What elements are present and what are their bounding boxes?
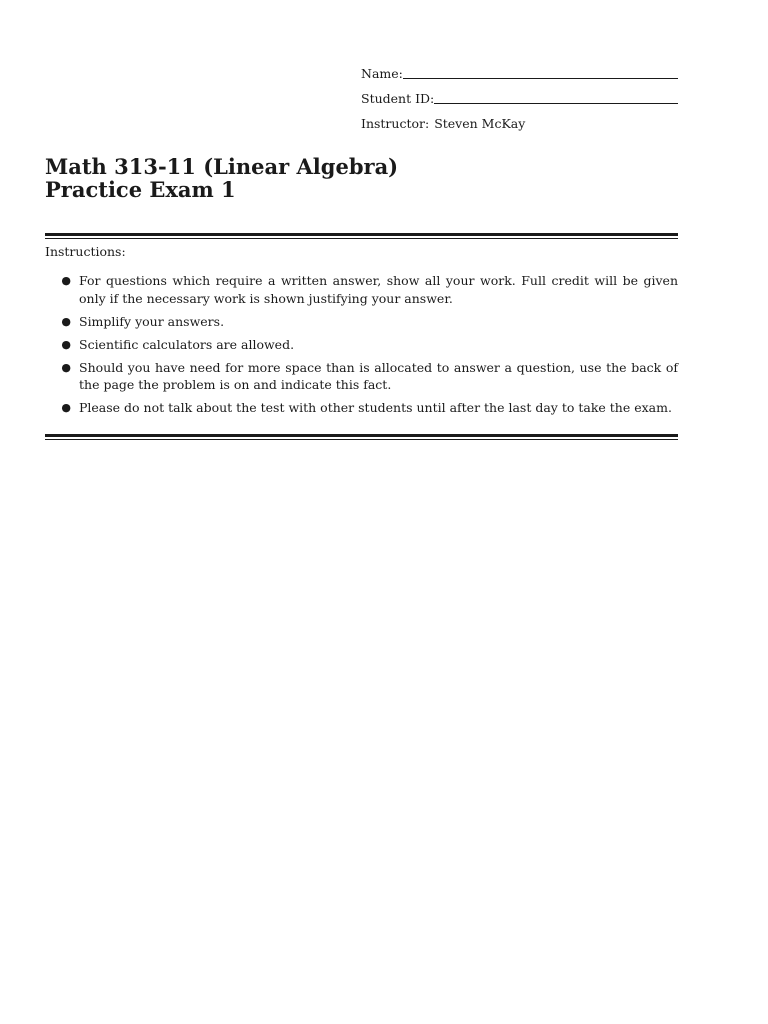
exam-title [45, 155, 398, 201]
instructor-name: Steven McKay [434, 115, 526, 131]
instruction-text: Scientific calculators are allowed. [79, 336, 295, 352]
instructor-row [361, 116, 678, 130]
student-id-row [361, 91, 678, 105]
list-item [45, 399, 678, 417]
student-id-label: Student ID: [361, 90, 435, 106]
top-divider-thick-rule [45, 233, 678, 236]
instructor-label: Instructor: [361, 115, 430, 131]
instruction-text: Simplify your answers. [79, 313, 225, 329]
bottom-divider-thick-rule [45, 434, 678, 437]
list-item [45, 336, 678, 354]
name-blank-line [403, 78, 678, 79]
student-id-blank-line [434, 103, 678, 104]
instruction-text: Should you have need for more space than is allocated to answer a question, use the back of the page the problem is on and indicate this fact. [79, 359, 678, 392]
bottom-divider [45, 434, 678, 440]
top-divider-thin-rule [45, 238, 678, 239]
course-title: Math 313-11 (Linear Algebra) [45, 154, 399, 179]
list-item [45, 359, 678, 394]
top-divider [45, 233, 678, 239]
instruction-text: For questions which require a written answer, show all your work. Full credit will be given only if the necessary work is shown justifying your answer. [79, 273, 678, 306]
list-item [45, 272, 678, 307]
name-row [361, 66, 678, 80]
instructions-list [45, 272, 678, 422]
name-label: Name: [361, 65, 403, 81]
bullet-icon: ● [61, 314, 71, 328]
bullet-icon: ● [61, 401, 71, 414]
instruction-text: Please do not talk about the test with other students until after the last day to take the exam. [79, 400, 672, 415]
bottom-divider-thin-rule [45, 439, 678, 440]
instructions-heading: Instructions: [45, 244, 126, 259]
exam-subtitle: Practice Exam 1 [45, 177, 236, 202]
bullet-icon: ● [61, 360, 71, 374]
student-info-block [361, 66, 678, 130]
list-item [45, 313, 678, 331]
bullet-icon: ● [61, 274, 71, 287]
bullet-icon: ● [61, 337, 71, 351]
